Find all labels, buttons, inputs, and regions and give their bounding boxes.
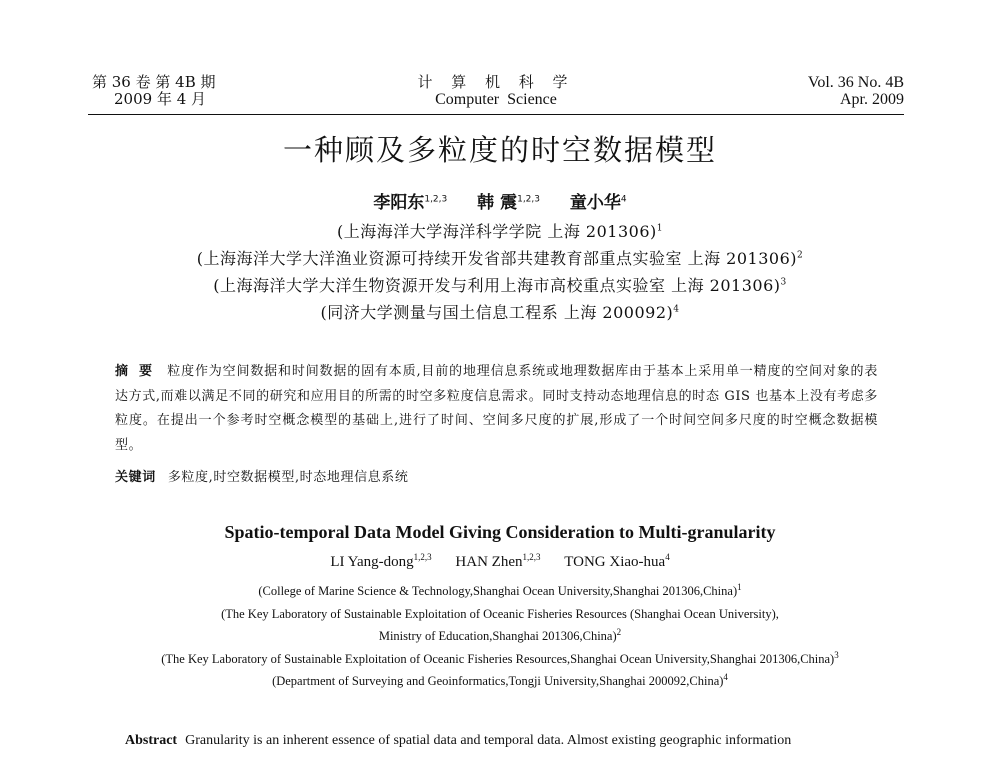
affiliation-text: Ministry of Education,Shanghai 201306,China) [378, 629, 617, 643]
affiliation-sup: 1 [656, 223, 663, 234]
affiliation-en [0, 580, 1000, 603]
affiliation-text: (同济大学测量与国土信息工程系 上海 200092) [320, 303, 674, 322]
author-sup: 1,2,3 [517, 194, 540, 205]
author-name: HAN Zhen [455, 554, 523, 570]
affiliation-en [0, 603, 1000, 626]
author-cn [570, 193, 627, 213]
abstract-text-cn: 粒度作为空间数据和时间数据的固有本质,目前的地理信息系统或地理数据库由于基本上采用单一精度的空间对象的表达方式,而难以满足不同的研究和应用目的所需的时空多粒度信息需求。同时支持动态地理信息的时态 GIS 也基本上没有考虑多粒度。在提出一个参考时空概念模型的基础上,进行了时间、空间多尺度的扩展,形成了一个时间空间多尺度的时空概念数据模型。 [115, 364, 878, 453]
paper-title-cn: 一种顾及多粒度的时空数据模型 [282, 133, 717, 167]
affiliation-sup: 2 [616, 626, 622, 637]
affiliation-text: (College of Marine Science & Technology,Shanghai Ocean University,Shanghai 201306,China) [258, 584, 738, 598]
affiliation-en [0, 648, 1000, 671]
author-name: 童小华 [569, 193, 621, 213]
affiliation-cn [0, 299, 1000, 326]
author-cn [373, 193, 447, 213]
author-en [330, 554, 431, 570]
affiliation-sup: 3 [780, 277, 787, 288]
author-sup: 4 [620, 194, 627, 205]
affiliation-sup: 3 [834, 649, 839, 660]
author-name: LI Yang-dong [330, 554, 414, 570]
author-name: TONG Xiao-hua [564, 554, 666, 570]
author-list-en [0, 554, 1000, 571]
paper-title-en: Spatio-temporal Data Model Giving Consideration to Multi-granularity [224, 522, 776, 542]
author-cn [477, 193, 540, 213]
author-sup: 1,2,3 [424, 194, 448, 205]
keywords-text-cn: 多粒度,时空数据模型,时态地理信息系统 [167, 470, 409, 485]
keywords-label-cn: 关键词 [115, 470, 156, 485]
affiliation-sup: 4 [673, 304, 680, 315]
author-en [455, 554, 540, 570]
affiliation-text: (The Key Laboratory of Sustainable Exploitation of Oceanic Fisheries Resources,Shanghai Ocean University,Shanghai 201306,China) [161, 651, 835, 666]
affiliation-cn [0, 218, 1000, 245]
affiliation-sup: 2 [797, 250, 804, 261]
affiliation-text: (上海海洋大学海洋科学学院 上海 201306) [337, 222, 657, 241]
affiliation-text: (Department of Surveying and Geoinformatics,Tongji University,Shanghai 200092,China) [272, 674, 724, 688]
header-center [88, 74, 904, 108]
author-list-cn [0, 188, 1000, 213]
keywords-cn [115, 466, 408, 485]
affiliation-en [0, 625, 1000, 648]
affiliation-sup: 4 [723, 671, 728, 682]
journal-name-cn: 计 算 机 科 学 [417, 73, 575, 91]
author-name: 韩 震 [477, 193, 518, 213]
affiliation-text: (上海海洋大学大洋生物资源开发与利用上海市高校重点实验室 上海 201306) [213, 276, 781, 295]
author-sup: 4 [665, 552, 670, 562]
affiliation-sup: 1 [737, 581, 742, 592]
author-name: 李阳东 [373, 193, 425, 213]
date-en: Apr. 2009 [840, 91, 904, 108]
running-header [88, 74, 904, 115]
affiliations-cn [0, 218, 1000, 326]
affiliation-cn [0, 245, 1000, 272]
header-right [808, 74, 904, 108]
volume-issue: 第 36 卷 第 4B 期 [92, 73, 216, 91]
abstract-cn [115, 360, 878, 458]
abstract-text-en: Granularity is an inherent essence of spatial data and temporal data. Almost existing geographic information [185, 733, 792, 748]
author-sup: 1,2,3 [522, 552, 541, 562]
abstract-label-cn: 摘 要 [115, 364, 156, 379]
abstract-label-en: Abstract [125, 733, 178, 748]
date-cn: 2009 年 4 月 [114, 90, 207, 108]
affiliations-en [0, 580, 1000, 693]
author-en [564, 554, 669, 570]
volume-en: Vol. 36 No. 4B [807, 74, 904, 91]
abstract-en [125, 733, 900, 749]
author-sup: 1,2,3 [413, 552, 432, 562]
affiliation-en [0, 670, 1000, 693]
affiliation-text: (The Key Laboratory of Sustainable Exploitation of Oceanic Fisheries Resources (Shanghai Ocean University), [221, 606, 779, 621]
journal-name-en: Computer Science [435, 91, 557, 108]
affiliation-cn [0, 272, 1000, 299]
affiliation-text: (上海海洋大学大洋渔业资源可持续开发省部共建教育部重点实验室 上海 201306) [196, 249, 797, 268]
